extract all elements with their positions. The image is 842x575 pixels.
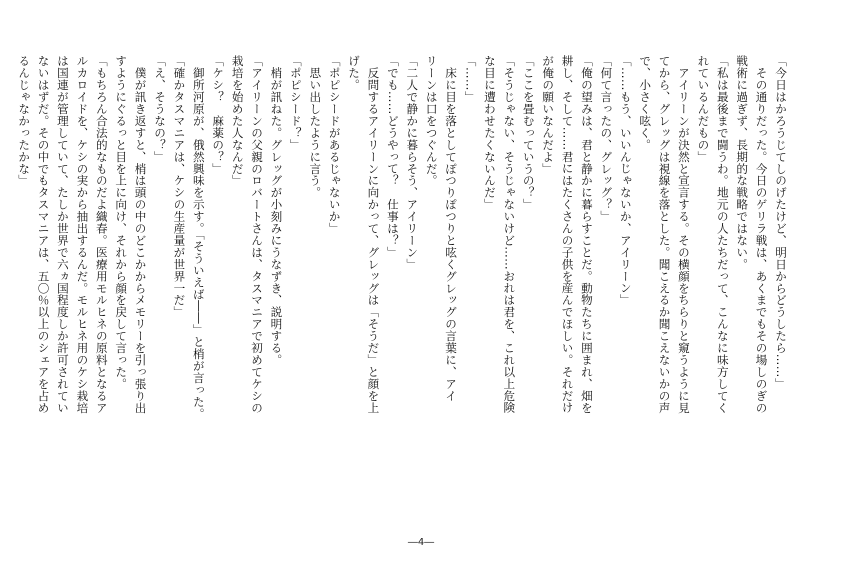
text-line: 床に目を落としてぽつりぽつりと呟くグレッグの言葉に、アイ xyxy=(444,55,459,402)
vertical-text-body xyxy=(17,55,790,515)
text-line: リーンは口をつぐんだ。 xyxy=(424,55,439,187)
text-line: 戦術に過ぎず、長期的な戦略ではない。 xyxy=(735,55,750,271)
text-line: ルカロイドを、ケシの実から抽出するんだ。モルヒネ用のケシ栽培 xyxy=(75,55,90,414)
text-line: 「……もう、いいんじゃないか、アイリーン」 xyxy=(618,55,633,306)
text-line: 「今日はかろうじてしのげたけど、明日からどうしたら……」 xyxy=(774,55,788,390)
text-line: 「ポピシードがあるじゃないか」 xyxy=(327,55,342,235)
text-line: 「何て言ったの、グレッグ？」 xyxy=(599,55,614,223)
text-line: 御所河原が、俄然興味を示す。「そういえば――」と梢が言った。 xyxy=(191,55,206,420)
text-line: な目に遭わせたくないんだ」 xyxy=(482,55,497,211)
text-line: が俺の願いなんだよ」 xyxy=(541,55,556,175)
text-line: その通りだった。今日のゲリラ戦は、あくまでもその場しのぎの xyxy=(754,55,769,414)
text-line: 「俺の望みは、君と静かに暮らすことだ。動物たちに囲まれ、畑を xyxy=(579,55,594,414)
text-line: アイリーンが決然と宣言する。その横顔をちらりと窺うように見 xyxy=(676,55,691,414)
text-line: すようにぐるっと目を上に向け、それから顔を戻して言った。 xyxy=(114,55,129,390)
text-line: 「ケシ？ 麻薬の？」 xyxy=(211,55,226,175)
text-line: 「そうじゃない、そうじゃないけど……おれは君を、これ以上危険 xyxy=(502,55,517,414)
text-line: 「え、そうなの？」 xyxy=(153,55,167,163)
text-line: 「もちろん合法的なものだよ織春。医療用モルヒネの原料となるア xyxy=(94,55,109,414)
text-line: 反問するアイリーンに向かって、グレッグは「そうだ」と顔を上 xyxy=(366,55,381,414)
text-line: 耕し、そして……君にはたくさんの子供を産んでほしい。それだけ xyxy=(560,55,575,414)
text-line: は国連が管理していて、たしか世界で六ヵ国程度しか許可されてい xyxy=(55,55,70,414)
text-line: 「でも……どうやって？ 仕事は？」 xyxy=(385,55,400,259)
text-line: 僕が訊き返すと、梢は頭の中のどこかからメモリーを引っ張り出 xyxy=(133,55,148,414)
text-line: 「……」 xyxy=(463,55,478,103)
text-line: 栽培を始めた人なんだ」 xyxy=(230,55,245,187)
text-line: れているんだもの」 xyxy=(696,55,711,163)
text-line: てから、グレッグは視線を落とした。聞こえるか聞こえないかの声 xyxy=(657,55,672,414)
text-line: 「確かタスマニアは、ケシの生産量が世界一だ」 xyxy=(172,55,187,318)
page-number: ―4― xyxy=(407,537,435,548)
text-line: 思い出したように言う。 xyxy=(308,55,323,199)
text-line: げた。 xyxy=(347,55,362,91)
text-line: 「二人で静かに暮らそう、アイリーン」 xyxy=(405,55,420,271)
text-line: 「ポピシード？」 xyxy=(288,55,303,151)
text-line: 梢が訊ねた。グレッグが小刻みにうなずき、説明する。 xyxy=(269,55,284,366)
text-line: るんじゃなかったかな」 xyxy=(17,55,32,187)
text-line: で、小さく呟く。 xyxy=(638,55,653,151)
text-line: 「私は最後まで闘うわ。地元の人たちだって、こんなに味方してく xyxy=(715,55,730,414)
text-line: ないはずだ。その中でもタスマニアは、五〇％以上のシェアを占め xyxy=(36,55,51,414)
text-line: 「ここを畳むっていうの？」 xyxy=(521,55,536,211)
text-line: 「アイリーンの父親のロバートさんは、タスマニアで初めてケシの xyxy=(250,55,265,414)
